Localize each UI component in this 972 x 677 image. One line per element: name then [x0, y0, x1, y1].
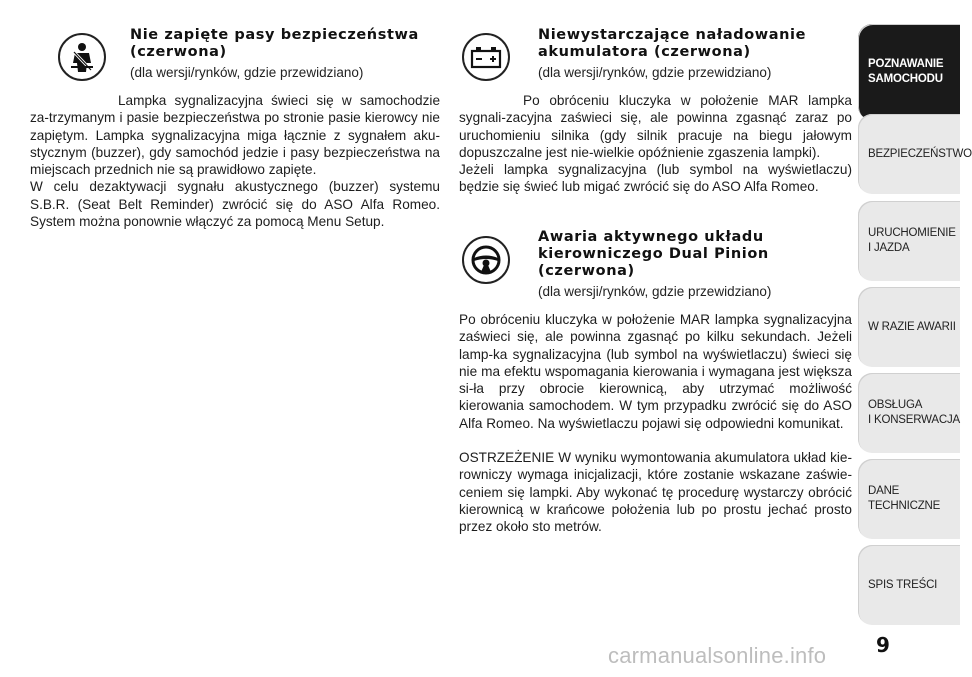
tab-poznawanie-samochodu[interactable] [858, 24, 960, 120]
battery-warning-icon [462, 33, 510, 81]
steering-warning-icon [462, 236, 510, 284]
seatbelt-body [30, 92, 440, 230]
battery-title-line-2: akumulatora (czerwona) [538, 44, 751, 60]
tab-label: POZNAWANIE SAMOCHODU [868, 58, 944, 85]
page-number: 9 [876, 633, 890, 657]
tab-bezpieczenstwo[interactable] [858, 114, 972, 194]
battery-paragraph-2: Jeżeli lampka sygnalizacyjna (lub symbol na wyświetlaczu) będzie się świeć lub migać zwrócić się do ASO Alfa Romeo. [459, 162, 852, 195]
seatbelt-paragraph-1: Lampka sygnalizacyjna świeci się w samochodzie za-trzymanym i pasie bezpieczeństwa po stronie pasie kierowcy nie zapiętym. Lampka sygnalizacyjna miga łącznie z sygnałem aku-stycznym (buzzer), gdy samochód jedzie i pasy bezpieczeństwa na miejscach przednich nie są prawidłowo zapięte. [30, 93, 440, 178]
tab-label: DANE TECHNICZNE [868, 485, 941, 512]
seatbelt-paragraph-2: W celu dezaktywacji sygnału akustycznego (buzzer) systemu S.B.R. (Seat Belt Reminder) zwrócić się do ASO Alfa Romeo. System można ponownie włączyć za pomocą Menu Setup. [30, 179, 440, 230]
tab-label: W RAZIE AWARII [868, 320, 956, 333]
tab-obsluga-i-konserwacja[interactable] [858, 373, 960, 453]
seatbelt-title [130, 27, 419, 61]
tab-label: SPIS TREŚCI [868, 578, 938, 591]
tab-uruchomienie-i-jazda[interactable] [858, 201, 960, 281]
tab-w-razie-awarii[interactable] [858, 287, 960, 367]
steering-paragraph-2: OSTRZEŻENIE W wyniku wymontowania akumulatora układ kie-rowniczy wymaga inicjalizacji, które zostanie wskazane zaświe-ceniem się lampki. Aby wykonać tę procedurę wystarczy obrócić kierownicą w krańcowe położenia lub po prostu jechać prosto przez około sto metrów. [459, 450, 852, 535]
seatbelt-note: (dla wersji/rynków, gdzie przewidziano) [130, 65, 364, 80]
steering-title-line-1: Awaria aktywnego układu [538, 229, 764, 245]
steering-paragraph-1: Po obróceniu kluczyka w położenie MAR lampka sygnalizacyjna zaświeci się, ale powinna zgasnąć po kilku sekundach. Jeżeli lamp-ka sygnalizacyjna (lub symbol na wyświetlaczu) świeci się nie ma efektu wspomagania kierowania i wymagana jest większa si-ła przy obrocie kierownicą, aby utrzymać możliwość kierowania samochodem. W tym przypadku zwrócić się do ASO Alfa Romeo. Na wyświetlaczu pojawi się odpowiedni komunikat. [459, 312, 852, 431]
chapter-tabs [858, 0, 972, 677]
steering-title-line-3: (czerwona) [538, 263, 635, 279]
battery-title [538, 27, 806, 61]
seatbelt-title-line-2: (czerwona) [130, 44, 227, 60]
battery-title-line-1: Niewystarczające naładowanie [538, 27, 807, 43]
battery-icon [470, 45, 502, 69]
battery-body [459, 92, 852, 196]
seatbelt-title-line-1: Nie zapięte pasy bezpieczeństwa [130, 27, 419, 43]
tab-label: OBSŁUGA I KONSERWACJA [868, 399, 960, 426]
steering-title-line-2: kierowniczego Dual Pinion [538, 246, 769, 262]
tab-spis-tresci[interactable] [858, 545, 960, 625]
steering-note: (dla wersji/rynków, gdzie przewidziano) [538, 284, 772, 299]
tab-label: BEZPIECZEŃSTWO [868, 147, 972, 160]
steering-body [459, 311, 852, 536]
watermark: carmanualsonline.info [608, 643, 827, 668]
steering-title [538, 229, 769, 280]
battery-note: (dla wersji/rynków, gdzie przewidziano) [538, 65, 772, 80]
steering-wheel-icon [469, 243, 503, 277]
tab-dane-techniczne[interactable] [858, 459, 960, 539]
seatbelt-warning-icon [58, 33, 106, 81]
battery-paragraph-1: Po obróceniu kluczyka w położenie MAR lampka sygnali-zacyjna zaświeci się, ale powinna zgasnąć zaraz po uruchomieniu silnika (gdy silnik pracuje na biegu jałowym dopuszczalne jest nie-wielkie opóźnienie zgaszenia lampki). [459, 93, 852, 160]
seatbelt-icon [65, 40, 99, 74]
tab-label: URUCHOMIENIE I JAZDA [868, 227, 956, 254]
